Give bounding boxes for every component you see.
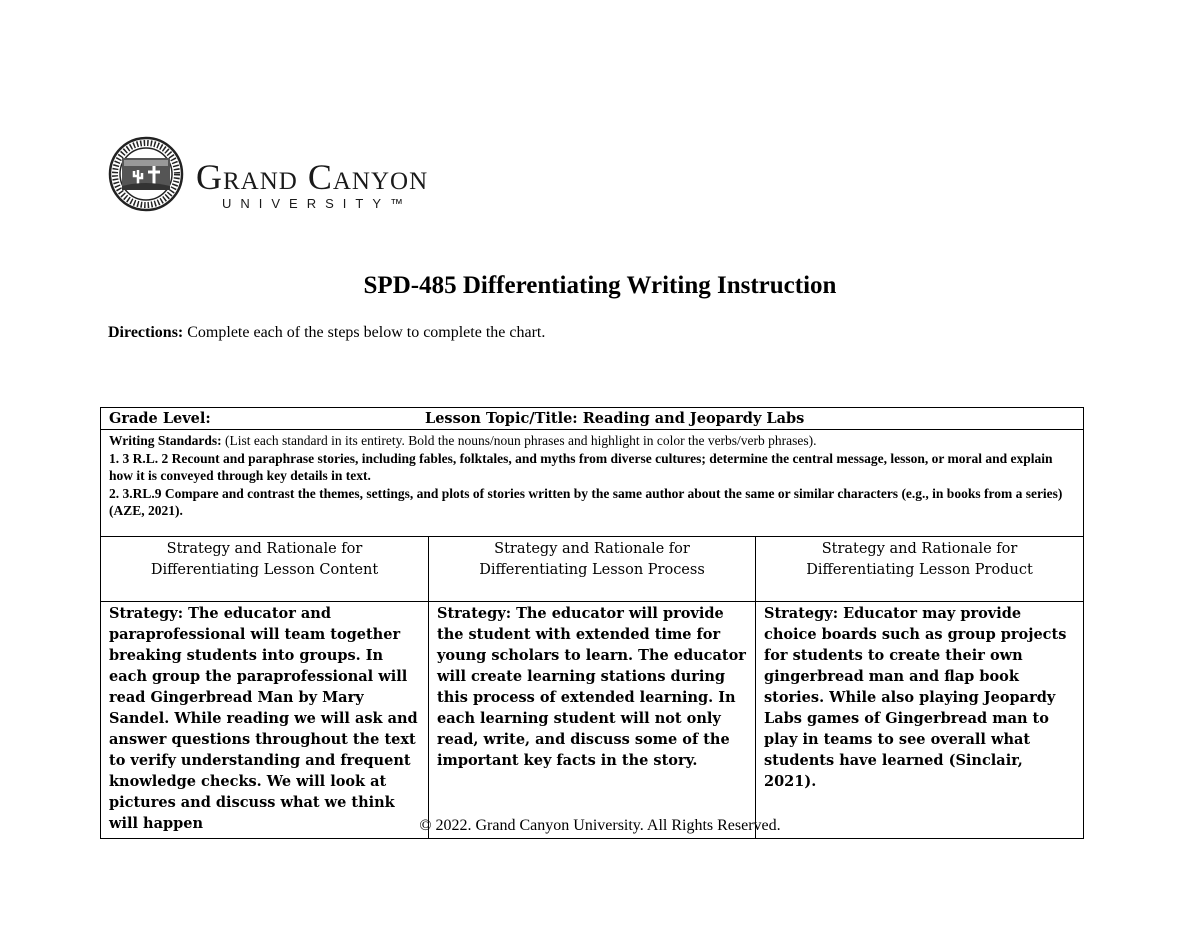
directions-label: Directions: (108, 324, 184, 341)
heading-line: Strategy and Rationale for (821, 541, 1018, 557)
copyright-footer: © 2022. Grand Canyon University. All Rights Reserved. (419, 817, 781, 834)
heading-line: Strategy and Rationale for (166, 541, 363, 557)
content-strategy-cell: Strategy: The educator and paraprofessional will team together breaking students into groups. In each group the paraprofessional will read Gingerbread Man by Mary Sandel. While reading we will ask and answer questions throughout the text to verify understanding and frequent knowledge checks. We will look at pictures and discuss what we think will happen (101, 602, 429, 839)
heading-line: Differentiating Lesson Process (479, 562, 705, 578)
column-heading-content (101, 537, 429, 602)
standards-intro (109, 432, 1075, 450)
column-heading-process (429, 537, 756, 602)
standards-instructions: (List each standard in its entirety. Bold the nouns/noun phrases and highlight in color the verbs/verb phrases). (221, 433, 817, 448)
standard-item: 2. 3.RL.9 Compare and contrast the themes, settings, and plots of stories written by the same author about the same or similar characters (e.g., in books from a series) (AZE, 2021). (109, 485, 1063, 518)
column-heading-product (756, 537, 1084, 602)
directions-text: Complete each of the steps below to complete the chart. (183, 324, 546, 341)
writing-standards-cell (101, 430, 1084, 537)
lesson-topic: Lesson Topic/Title: Reading and Jeopardy Labs (425, 410, 805, 427)
process-strategy-cell: Strategy: The educator will provide the student with extended time for young scholars to learn. The educator will create learning stations during this process of extended learning. In each learning student will not only read, write, and discuss some of the important key facts in the story. (429, 602, 756, 839)
heading-line: Differentiating Lesson Content (150, 562, 379, 578)
standards-label: Writing Standards: (109, 433, 222, 448)
lesson-chart (100, 407, 1084, 839)
standard-item: 1. 3 R.L. 2 Recount and paraphrase stories, including fables, folktales, and myths from diverse cultures; determine the central message, lesson, or moral and explain how it is conveyed through key details in text. (109, 450, 1053, 483)
grade-topic-row (101, 408, 1084, 430)
product-strategy-cell: Strategy: Educator may provide choice boards such as group projects for students to create their own gingerbread man and flap book stories. While also playing Jeopardy Labs games of Gingerbread man to play in teams to see overall what students have learned (Sinclair, 2021). (756, 602, 1084, 839)
heading-line: Differentiating Lesson Product (806, 562, 1033, 578)
university-logo (108, 136, 488, 212)
grade-level-label: Grade Level: (109, 410, 211, 427)
page-title: SPD-485 Differentiating Writing Instruction (363, 272, 837, 299)
university-seal-icon (108, 136, 184, 212)
directions (108, 318, 578, 347)
logo-name: Grand Canyon (196, 157, 429, 197)
logo-subname: UNIVERSITY™ (222, 196, 413, 211)
heading-line: Strategy and Rationale for (494, 541, 690, 557)
